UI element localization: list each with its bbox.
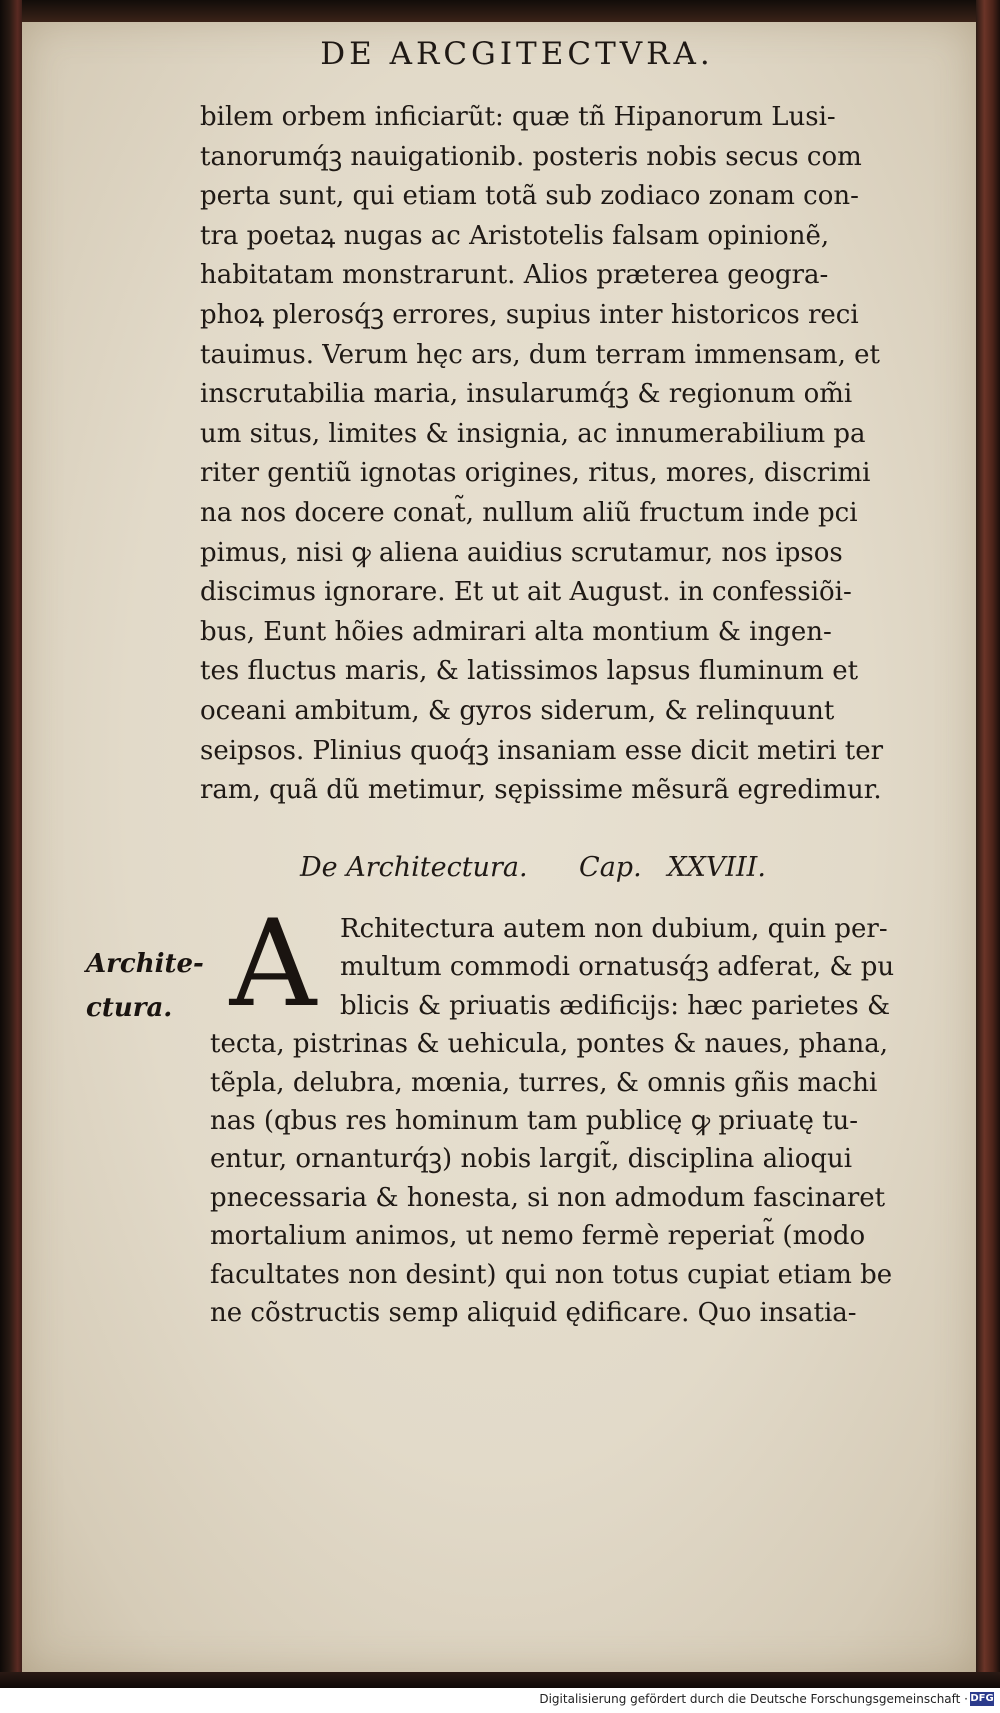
funding-credit: Digitalisierung gefördert durch die Deutsche Forschungsgemeinschaft · (539, 1692, 968, 1706)
chapter-body (210, 895, 950, 1332)
chapter-line: mortalium animos, ut nemo fermè reperiat̃ (modo (210, 1221, 866, 1252)
text-line: habitatam monstrarunt. Alios præterea geogra- (200, 260, 829, 291)
chapter-line: multum commodi ornatusq́ꝫ adferat, & pu (340, 952, 895, 983)
book-right-edge (976, 0, 1000, 1713)
book-spine-edge (0, 0, 22, 1713)
chapter-line: Rchitectura autem non dubium, quin per- (340, 914, 888, 944)
dfg-logo: DFG (970, 1693, 994, 1704)
marginal-note-line: ctura. (86, 993, 173, 1023)
text-line: seipsos. Plinius quoq́ꝫ insaniam esse dicit metiri ter (200, 735, 884, 766)
chapter-line: pnecessaria & honesta, si non admodum fascinaret (210, 1182, 886, 1213)
chapter-line: tẽpla, delubra, mœnia, turres, & omnis gñis machi (210, 1067, 878, 1098)
book-bottom-edge (0, 1672, 1000, 1688)
text-line: um situs, limites & insignia, ac innumerabilium pa (200, 418, 866, 449)
chapter-line: nas (qbus res hominum tam publicę ꝙ priuatę tu- (210, 1105, 859, 1136)
text-line: phoꝝ plerosq́ꝫ errores, supius inter historicos reci (200, 299, 859, 330)
text-line: perta sunt, qui etiam totã sub zodiaco zonam con- (200, 181, 859, 212)
text-line: ram, quã dũ metimur, sępissime mẽsurã egredimur. (200, 775, 882, 806)
digitization-footer (0, 1688, 1000, 1713)
text-line: bus, Eunt hõies admirari alta montium & ingen- (200, 616, 832, 647)
chapter-line: ne cõstructis semp aliquid ędificare. Quo insatia- (210, 1297, 857, 1328)
chapter-line: entur, ornanturq́ꝫ) nobis largit̃, disciplina alioqui (210, 1144, 853, 1175)
text-line: tra poetaꝝ nugas ac Aristotelis falsam opinionẽ, (200, 220, 830, 251)
text-line: tanorumq́ꝫ nauigationib. posteris nobis secus com (200, 141, 862, 172)
body-text (200, 98, 940, 811)
text-line: discimus ignorare. Et ut ait August. in confessiõi- (200, 577, 852, 608)
text-line: na nos docere conat̃, nullum aliũ fructum inde pci (200, 497, 858, 528)
text-line: oceani ambitum, & gyros siderum, & relinquunt (200, 695, 835, 726)
text-line: inscrutabilia maria, insularumq́ꝫ & regionum om̃i (200, 379, 853, 410)
text-line: tauimus. Verum hęc ars, dum terram immensam, et (200, 339, 880, 370)
text-line: pimus, nisi ꝙ aliena auidius scrutamur, nos ipsos (200, 537, 843, 568)
chapter-line: tecta, pistrinas & uehicula, pontes & naues, phana, (210, 1029, 889, 1060)
text-line: bilem orbem inficiarũt: quæ tñ Hipanorum Lusi- (200, 102, 836, 132)
text-line: tes fluctus maris, & latissimos lapsus fluminum et (200, 656, 859, 687)
drop-cap-initial: A (229, 895, 317, 1034)
text-line: riter gentiũ ignotas origines, ritus, mores, discrimi (200, 458, 871, 489)
marginal-note-line: Archite- (86, 949, 204, 979)
chapter-heading: De Architectura. Cap. XXVIII. (300, 852, 766, 883)
chapter-line: facultates non desint) qui non totus cupiat etiam be (210, 1259, 893, 1290)
marginal-note (86, 942, 204, 1030)
book-top-edge (0, 0, 1000, 22)
chapter-line: blicis & priuatis ædificijs: hæc parietes & (340, 990, 891, 1021)
running-head: DE ARCGITECTVRA. (320, 36, 714, 72)
